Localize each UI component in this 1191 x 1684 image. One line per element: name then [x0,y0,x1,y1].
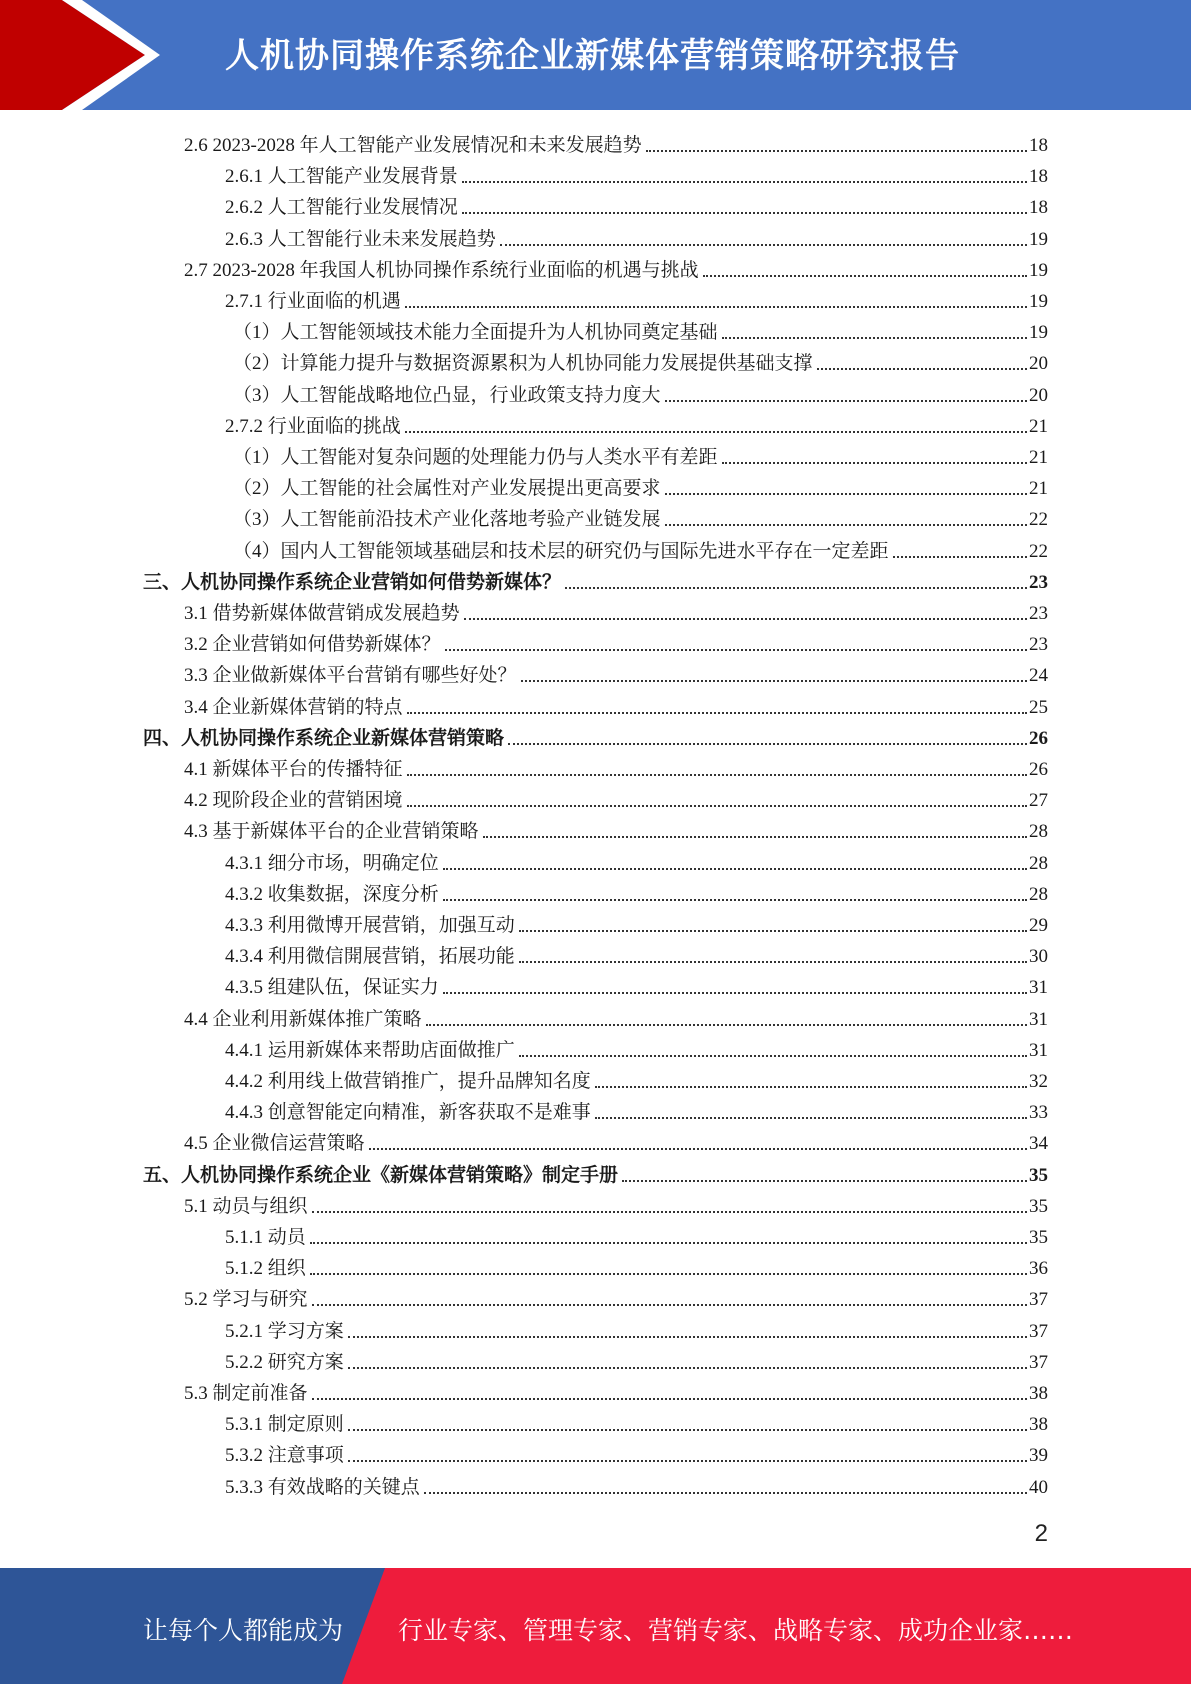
toc-entry-page: 28 [1029,884,1048,905]
toc-dot-leader [519,1055,1027,1057]
toc-entry[interactable] [184,813,1048,844]
toc-entry-page: 20 [1029,385,1048,406]
toc-entry-label: 3.4 企业新媒体营销的特点 [184,697,403,718]
toc-entry-label: 3.1 借势新媒体做营销成发展趋势 [184,603,460,624]
toc-entry-label: 5.1.1 动员 [225,1227,306,1248]
toc-entry-label: 3.3 企业做新媒体平台营销有哪些好处？ [184,665,517,686]
toc-entry[interactable] [225,408,1048,439]
toc-dot-leader [595,1117,1027,1119]
toc-entry[interactable] [184,1125,1048,1156]
toc-entry-label: 4.4.1 运用新媒体来帮助店面做推广 [225,1040,515,1061]
toc-entry[interactable] [225,1094,1048,1125]
toc-dot-leader [426,1024,1027,1026]
toc-entry[interactable] [233,439,1048,470]
toc-dot-leader [445,649,1027,651]
toc-entry-label: 5.3.3 有效战略的关键点 [225,1477,420,1498]
toc-entry-page: 30 [1029,946,1048,967]
toc-dot-leader [519,930,1027,932]
toc-entry[interactable] [225,1250,1048,1281]
toc-entry[interactable] [184,1375,1048,1406]
toc-entry[interactable] [225,1406,1048,1437]
toc-entry-label: 5.1.2 组织 [225,1258,306,1279]
toc-entry-label: 5.3.2 注意事项 [225,1445,344,1466]
toc-entry[interactable] [225,845,1048,876]
toc-dot-leader [312,1211,1027,1213]
toc-dot-leader [665,524,1027,526]
toc-entry[interactable] [225,283,1048,314]
toc-entry[interactable] [233,533,1048,564]
toc-entry-page: 24 [1029,665,1048,686]
toc-entry[interactable] [184,626,1048,657]
toc-entry[interactable] [225,221,1048,252]
toc-dot-leader [348,1460,1027,1462]
toc-entry-page: 29 [1029,915,1048,936]
toc-dot-leader [310,1242,1027,1244]
toc-dot-leader [405,306,1027,308]
toc-entry[interactable] [225,189,1048,220]
toc-dot-leader [462,181,1027,183]
toc-dot-leader [407,712,1027,714]
toc-entry[interactable] [225,1469,1048,1500]
footer-slogan-left: 让每个人都能成为 [143,1616,344,1645]
toc-entry-page: 33 [1029,1102,1048,1123]
toc-dot-leader [405,431,1027,433]
toc-entry-label: 4.3.4 利用微信開展营销，拓展功能 [225,946,515,967]
toc-entry-page: 35 [1029,1165,1048,1186]
toc-entry-page: 31 [1029,1009,1048,1030]
toc-entry[interactable] [184,1001,1048,1032]
toc-entry-label: 4.2 现阶段企业的营销困境 [184,790,403,811]
toc-entry-label: （2）人工智能的社会属性对产业发展提出更高要求 [233,478,661,499]
toc-entry[interactable] [184,782,1048,813]
toc-dot-leader [893,556,1027,558]
toc-entry-page: 18 [1029,166,1048,187]
toc-dot-leader [443,868,1027,870]
toc-entry[interactable] [184,657,1048,688]
toc-entry-label: 四、人机协同操作系统企业新媒体营销策略 [143,728,505,749]
toc-entry[interactable] [233,377,1048,408]
toc-dot-leader [595,1086,1027,1088]
toc-entry-page: 37 [1029,1289,1048,1310]
toc-entry-label: 2.6.2 人工智能行业发展情况 [225,197,458,218]
toc-entry-page: 26 [1029,759,1048,780]
toc-dot-leader [424,1492,1027,1494]
toc-entry-label: 4.3.5 组建队伍，保证实力 [225,977,439,998]
toc-dot-leader [500,244,1027,246]
toc-entry[interactable] [233,470,1048,501]
toc-entry[interactable] [143,564,1048,595]
toc-entry[interactable] [184,127,1048,158]
toc-dot-leader [462,212,1027,214]
toc-entry-label: 4.4.3 创意智能定向精准，新客获取不是难事 [225,1102,591,1123]
toc-entry-page: 35 [1029,1196,1048,1217]
toc-dot-leader [348,1367,1027,1369]
toc-entry[interactable] [225,1437,1048,1468]
toc-dot-leader [348,1336,1027,1338]
toc-entry-page: 36 [1029,1258,1048,1279]
header-chevron-icon [0,0,160,110]
toc-entry-page: 21 [1029,416,1048,437]
toc-entry-page: 38 [1029,1383,1048,1404]
page-header [0,0,1191,110]
toc-entry-label: 4.3 基于新媒体平台的企业营销策略 [184,821,479,842]
toc-entry[interactable] [143,1157,1048,1188]
toc-entry-page: 20 [1029,353,1048,374]
toc-entry-page: 40 [1029,1477,1048,1498]
toc-entry-label: 2.7 2023-2028 年我国人机协同操作系统行业面临的机遇与挑战 [184,260,699,281]
toc-entry-page: 25 [1029,697,1048,718]
toc-entry-page: 35 [1029,1227,1048,1248]
toc-dot-leader [443,992,1027,994]
toc-entry-page: 27 [1029,790,1048,811]
toc-entry-label: 2.7.2 行业面临的挑战 [225,416,401,437]
toc-entry-label: 4.5 企业微信运营策略 [184,1133,365,1154]
toc-entry-label: 5.1 动员与组织 [184,1196,308,1217]
toc-dot-leader [369,1148,1027,1150]
toc-entry-page: 37 [1029,1321,1048,1342]
toc-entry[interactable] [225,1219,1048,1250]
toc-entry-label: 2.6 2023-2028 年人工智能产业发展情况和未来发展趋势 [184,135,642,156]
toc-entry[interactable] [184,252,1048,283]
toc-entry[interactable] [225,969,1048,1000]
toc-entry-page: 22 [1029,541,1048,562]
toc-dot-leader [665,400,1027,402]
toc-entry[interactable] [225,158,1048,189]
toc-entry-label: 5.2.1 学习方案 [225,1321,344,1342]
toc-entry[interactable] [184,751,1048,782]
toc-entry-label: 3.2 企业营销如何借势新媒体？ [184,634,441,655]
toc-dot-leader [348,1429,1027,1431]
toc-entry-page: 19 [1029,260,1048,281]
toc-entry-label: 4.3.2 收集数据，深度分析 [225,884,439,905]
toc-entry-page: 38 [1029,1414,1048,1435]
page-number: 2 [1034,1520,1048,1547]
toc-dot-leader [665,493,1027,495]
toc-entry[interactable] [225,1032,1048,1063]
toc-entry-page: 21 [1029,478,1048,499]
toc-dot-leader [519,961,1027,963]
toc-entry-label: 2.6.1 人工智能产业发展背景 [225,166,458,187]
toc-entry[interactable] [225,1344,1048,1375]
toc-entry-page: 32 [1029,1071,1048,1092]
toc-entry-page: 23 [1029,603,1048,624]
toc-entry-page: 19 [1029,291,1048,312]
toc-entry-label: 5.3.1 制定原则 [225,1414,344,1435]
toc-entry[interactable] [225,1063,1048,1094]
toc-entry-page: 37 [1029,1352,1048,1373]
toc-entry[interactable] [184,595,1048,626]
toc-entry-page: 22 [1029,509,1048,530]
toc-dot-leader [722,462,1027,464]
toc-entry[interactable] [225,938,1048,969]
toc-entry-label: 5.3 制定前准备 [184,1383,308,1404]
report-title: 人机协同操作系统企业新媒体营销策略研究报告 [225,36,960,76]
toc-dot-leader [521,680,1027,682]
toc-dot-leader [312,1398,1027,1400]
toc-entry-label: 4.4.2 利用线上做营销推广，提升品牌知名度 [225,1071,591,1092]
toc-entry-label: 4.1 新媒体平台的传播特征 [184,759,403,780]
toc-dot-leader [483,836,1027,838]
toc-entry-page: 23 [1029,634,1048,655]
toc-entry[interactable] [233,314,1048,345]
toc-entry-page: 19 [1029,229,1048,250]
toc-entry[interactable] [225,876,1048,907]
toc-entry-page: 23 [1029,572,1048,593]
toc-entry[interactable] [184,689,1048,720]
toc-entry-label: （2）计算能力提升与数据资源累积为人机协同能力发展提供基础支撑 [233,353,813,374]
toc-entry-page: 31 [1029,1040,1048,1061]
toc-entry-page: 28 [1029,821,1048,842]
toc-entry-label: 4.3.1 细分市场，明确定位 [225,853,439,874]
toc-entry[interactable] [184,1188,1048,1219]
toc-entry-page: 26 [1029,728,1048,749]
toc-entry[interactable] [143,720,1048,751]
toc-entry-page: 28 [1029,853,1048,874]
toc-entry-label: （1）人工智能对复杂问题的处理能力仍与人类水平有差距 [233,447,718,468]
toc-entry[interactable] [184,1281,1048,1312]
toc-entry-label: 五、人机协同操作系统企业《新媒体营销策略》制定手册 [143,1165,619,1186]
toc-entry-page: 18 [1029,197,1048,218]
toc-dot-leader [464,618,1027,620]
toc-dot-leader [443,899,1027,901]
toc-dot-leader [622,1180,1027,1182]
toc-entry[interactable] [233,501,1048,532]
page-footer [0,1568,1191,1684]
toc-entry-label: （4）国内人工智能领域基础层和技术层的研究仍与国际先进水平存在一定差距 [233,541,889,562]
toc-dot-leader [703,275,1027,277]
toc-entry-label: 4.3.3 利用微博开展营销，加强互动 [225,915,515,936]
toc-entry-label: 2.7.1 行业面临的机遇 [225,291,401,312]
toc-entry-label: 2.6.3 人工智能行业未来发展趋势 [225,229,496,250]
toc-entry-label: （3）人工智能战略地位凸显，行业政策支持力度大 [233,385,661,406]
toc-dot-leader [565,587,1027,589]
toc-entry-page: 31 [1029,977,1048,998]
toc-entry-page: 39 [1029,1445,1048,1466]
toc-dot-leader [508,743,1027,745]
toc-entry-page: 21 [1029,447,1048,468]
toc-dot-leader [407,774,1027,776]
toc-entry-label: 4.4 企业利用新媒体推广策略 [184,1009,422,1030]
toc-entry-label: （1）人工智能领域技术能力全面提升为人机协同奠定基础 [233,322,718,343]
toc-entry-page: 19 [1029,322,1048,343]
toc-dot-leader [722,337,1027,339]
toc-entry[interactable] [225,907,1048,938]
toc-entry-label: （3）人工智能前沿技术产业化落地考验产业链发展 [233,509,661,530]
toc-dot-leader [817,368,1027,370]
toc-entry-label: 5.2.2 研究方案 [225,1352,344,1373]
toc-entry-label: 5.2 学习与研究 [184,1289,308,1310]
toc-entry-label: 三、人机协同操作系统企业营销如何借势新媒体？ [143,572,562,593]
toc-entry-page: 18 [1029,135,1048,156]
toc-entry[interactable] [233,345,1048,376]
toc-dot-leader [312,1304,1027,1306]
toc-entry[interactable] [225,1313,1048,1344]
toc-dot-leader [407,805,1027,807]
toc-dot-leader [646,150,1027,152]
footer-slogan-right: 行业专家、管理专家、营销专家、战略专家、成功企业家…… [398,1616,1074,1645]
toc-entry-page: 34 [1029,1133,1048,1154]
toc-dot-leader [310,1273,1027,1275]
